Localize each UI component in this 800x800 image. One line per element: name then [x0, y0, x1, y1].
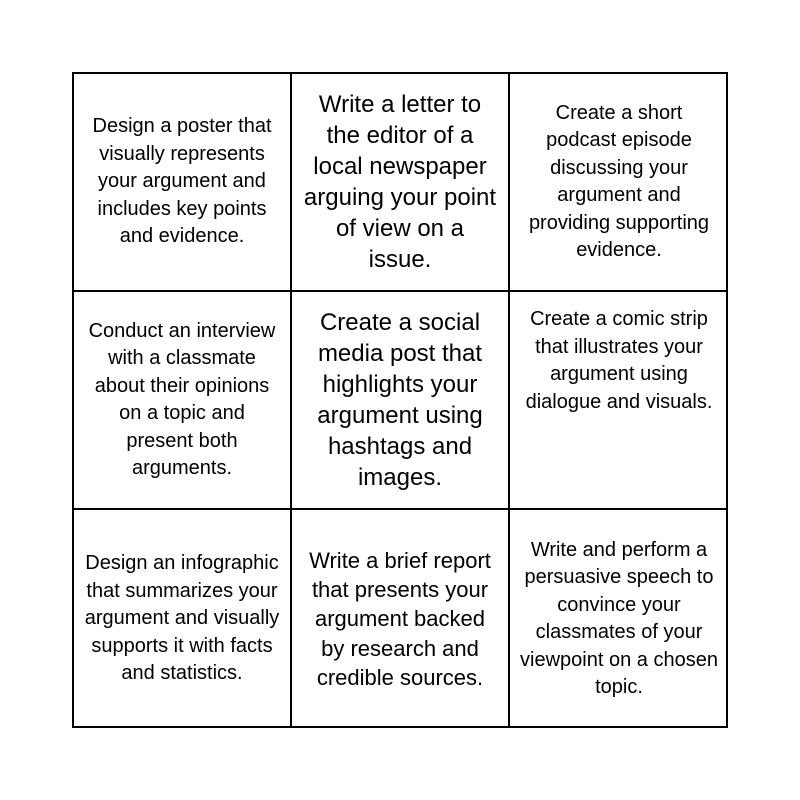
bingo-cell-text: Write a brief report that presents your argument backed by research and credible sources.: [309, 547, 491, 690]
bingo-cell-2: [292, 74, 510, 292]
bingo-cell-7: [74, 510, 292, 728]
bingo-cell-6: [510, 292, 728, 510]
bingo-cell-8: [292, 510, 510, 728]
bingo-cell-5: [292, 292, 510, 510]
bingo-cell-text: Create a short podcast episode discussing your argument and providing supporting evidence.: [528, 101, 710, 261]
bingo-cell-text: Design an infographic that summarizes your argument and visually supports it with facts and statistics.: [84, 552, 280, 685]
bingo-cell-text: Create a comic strip that illustrates your argument using dialogue and visuals.: [525, 308, 713, 413]
bingo-cell-text: Conduct an interview with a classmate about their opinions on a topic and present both arguments.: [88, 319, 276, 479]
bingo-cell-text: Create a social media post that highlights your argument using hashtags and images.: [317, 309, 483, 491]
bingo-cell-9: [510, 510, 728, 728]
bingo-cell-text: Write and perform a persuasive speech to convince your classmates of your viewpoint on a chosen topic.: [520, 538, 718, 698]
bingo-cell-4: [74, 292, 292, 510]
bingo-cell-text: Write a letter to the editor of a local newspaper arguing your point of view on a issue.: [303, 91, 497, 273]
bingo-cell-1: [74, 74, 292, 292]
bingo-cell-text: Design a poster that visually represents your argument and includes key points and evidence.: [92, 115, 272, 248]
bingo-cell-3: [510, 74, 728, 292]
bingo-board: [72, 72, 728, 728]
